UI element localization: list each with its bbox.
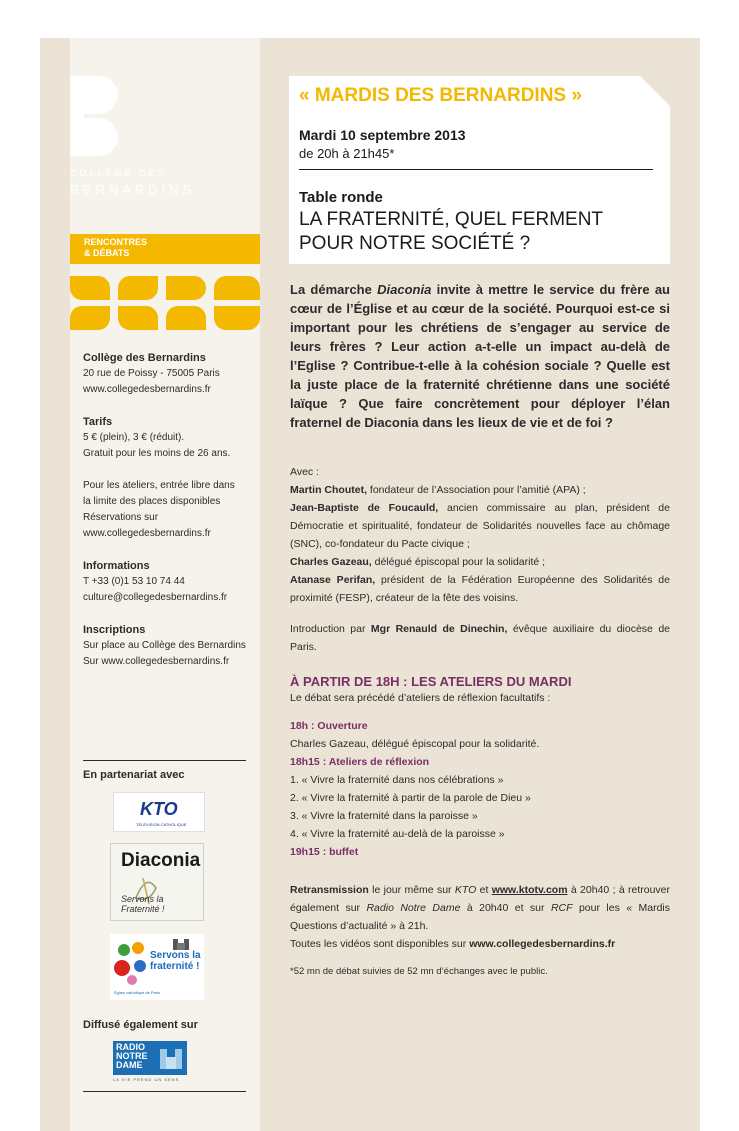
series-title: « MARDIS DES BERNARDINS »: [299, 85, 582, 106]
top-strip: [0, 0, 739, 38]
introduction-line: [290, 620, 670, 656]
speaker-entry: [290, 499, 670, 553]
speaker-name: Jean-Baptiste de Foucauld,: [290, 502, 439, 514]
band-line2: & DÉBATS: [84, 248, 130, 258]
ateliers-time: 19h15 : buffet: [290, 846, 359, 858]
inscriptions-line: Sur place au Collège des Bernardins: [83, 640, 246, 651]
retrans-text: à 20h40 ; à retrouver également sur: [290, 884, 671, 914]
ateliers-subtitle: Le débat sera précédé d’ateliers de réflexion facultatifs :: [290, 692, 551, 704]
ateliers-item: 2. « Vivre la fraternité à partir de la parole de Dieu »: [290, 792, 531, 804]
ateliers-time: 18h : Ouverture: [290, 720, 368, 732]
event-subject: [299, 208, 659, 256]
email[interactable]: culture@collegedesbernardins.fr: [83, 592, 228, 603]
subject-line: LA FRATERNITÉ, QUEL FERMENT: [299, 209, 604, 230]
retrans-label: Retransmission: [290, 884, 369, 896]
speaker-name: Charles Gazeau,: [290, 556, 372, 568]
speakers: [290, 463, 670, 607]
intro-paragraph: [290, 280, 670, 432]
speaker-name: Atanase Perifan,: [290, 574, 376, 586]
logo-line2: BERNARDINS: [70, 182, 196, 197]
hands-icon: [114, 940, 150, 986]
ateliers-line: Réservations sur: [83, 512, 159, 523]
kto-logo: [113, 792, 205, 832]
videos-line: [290, 935, 670, 953]
ateliers-line: la limite des places disponibles: [83, 496, 221, 507]
ateliers-url[interactable]: www.collegedesbernardins.fr: [83, 528, 211, 539]
speaker-entry: [290, 571, 670, 607]
ateliers-line: Pour les ateliers, entrée libre dans: [83, 480, 235, 491]
rnd-logo-text: RADIO NOTRE DAME: [116, 1042, 148, 1070]
footnote: *52 mn de débat suivies de 52 mn d’échanges avec le public.: [290, 966, 548, 977]
ateliers-section: [290, 674, 670, 861]
diffuse-title: Diffusé également sur: [83, 1019, 198, 1031]
retransmission: [290, 881, 670, 953]
speaker-desc: ancien commissaire au plan, président de Démocratie et spiritualité, fondateur de Solidarités nouvelles face au chômage (SNC), co-fondateur du Pacte civique ;: [290, 502, 670, 550]
speaker-desc: fondateur de l’Association pour l’amitié (APA) ;: [367, 484, 586, 496]
retrans-rcf: RCF: [550, 902, 573, 914]
diaconia-logo-text: Diaconia: [121, 850, 201, 871]
event-header: [289, 76, 670, 264]
kto-logo-text: KTO: [140, 799, 178, 819]
speaker-desc: président de la Fédération Européenne des Solidarités de proximité (FESP), créateur de la fête des voisins.: [290, 574, 670, 604]
header-divider: [299, 169, 653, 170]
address-url[interactable]: www.collegedesbernardins.fr: [83, 384, 211, 395]
address-title: Collège des Bernardins: [83, 352, 206, 364]
info-title: Informations: [83, 560, 150, 572]
retrans-text: et: [476, 884, 492, 896]
partner-title: En partenariat avec: [83, 769, 185, 781]
intro-text: invite à mettre le service du frère au cœur de l’Église et au cœur de la société. Pourquoi est-ce si important pour les chrétiens de s’engager au service de leurs frères ? Leur action a-t-elle un impact au-delà de l’Eglise ? Contribue-t-elle à la cohésion sociale ? Quelle est la juste place de la fraternité chrétienne dans une société laïque ? Que faire concrètement pour déployer l’élan fraternel de Diaconia dans les lieux de vie et de foi ?: [290, 282, 670, 430]
retrans-text: pour les « Mardis Questions d’actualité » à 21h.: [290, 902, 671, 932]
tarifs-title: Tarifs: [83, 416, 113, 428]
servons-logo-sub: Église catholique de Paris: [114, 990, 161, 995]
speaker-name: Martin Choutet,: [290, 484, 367, 496]
address-line: 20 rue de Poissy - 75005 Paris: [83, 368, 220, 379]
speaker-entry: [290, 481, 670, 499]
diaconia-logo: [110, 843, 204, 921]
category-band: [70, 234, 260, 264]
sidebar: [70, 38, 260, 1131]
tarifs-line: 5 € (plein), 3 € (réduit).: [83, 432, 185, 443]
retrans-text: à 20h40 et sur: [460, 902, 551, 914]
ateliers-item: 4. « Vivre la fraternité au-delà de la paroisse »: [290, 828, 505, 840]
sidebar-info: [83, 350, 258, 686]
folded-corner: [640, 76, 670, 106]
radio-notre-dame-logo: [113, 1041, 187, 1075]
inscriptions-title: Inscriptions: [83, 624, 146, 636]
ateliers-time: 18h15 : Ateliers de réflexion: [290, 756, 430, 768]
intro-suffix: évêque auxiliaire du diocèse de Paris.: [290, 623, 670, 653]
divider: [83, 760, 246, 761]
tarifs-line: Gratuit pour les moins de 26 ans.: [83, 448, 231, 459]
inscriptions-line: Sur www.collegedesbernardins.fr: [83, 656, 230, 667]
servons-logo: [110, 934, 204, 1000]
retrans-text: le jour même sur: [368, 884, 455, 896]
kto-logo-sub: TÉLÉVISION CATHOLIQUE: [136, 822, 187, 827]
b-logo-icon: [70, 76, 118, 156]
decorative-pattern: [70, 276, 260, 332]
speakers-intro: Avec :: [290, 466, 319, 478]
ktotv-link[interactable]: www.ktotv.com: [491, 884, 568, 896]
event-date: Mardi 10 septembre 2013: [299, 127, 466, 143]
videos-link[interactable]: www.collegedesbernardins.fr: [469, 938, 616, 950]
videos-text: Toutes les vidéos sont disponibles sur: [290, 938, 470, 950]
speaker-entry: [290, 553, 670, 571]
cathedral-icon: [159, 1047, 183, 1069]
ateliers-item: 1. « Vivre la fraternité dans nos célébrations »: [290, 774, 504, 786]
rnd-logo-sub: LA VIE PREND UN SENS: [113, 1077, 180, 1082]
ateliers-desc: Charles Gazeau, délégué épiscopal pour la solidarité.: [290, 738, 540, 750]
subject-line: POUR NOTRE SOCIÉTÉ ?: [299, 233, 531, 254]
flyer-page: [40, 38, 700, 1131]
event-type: Table ronde: [299, 189, 383, 206]
intro-diaconia: Diaconia: [377, 282, 432, 297]
band-line1: RENCONTRES: [84, 237, 148, 247]
speaker-desc: délégué épiscopal pour la solidarité ;: [371, 556, 546, 568]
servons-logo-text: Servons la fraternité !: [150, 950, 201, 972]
diaconia-logo-sub: Servons la Fraternité !: [121, 894, 165, 914]
retrans-kto: KTO: [454, 884, 477, 896]
intro-name: Mgr Renauld de Dinechin,: [370, 623, 508, 635]
divider: [83, 1091, 246, 1092]
phone: T +33 (0)1 53 10 74 44: [83, 576, 185, 587]
event-time: de 20h à 21h45*: [299, 146, 395, 161]
logo-line1: COLLÈGE DES: [70, 168, 167, 178]
intro-text: La démarche: [290, 282, 378, 297]
retrans-rnd: Radio Notre Dame: [366, 902, 461, 914]
ateliers-title: À PARTIR DE 18H : LES ATELIERS DU MARDI: [290, 674, 572, 689]
ateliers-item: 3. « Vivre la fraternité dans la paroisse »: [290, 810, 478, 822]
cathedral-icon: [172, 936, 190, 950]
intro-prefix: Introduction par: [290, 623, 371, 635]
